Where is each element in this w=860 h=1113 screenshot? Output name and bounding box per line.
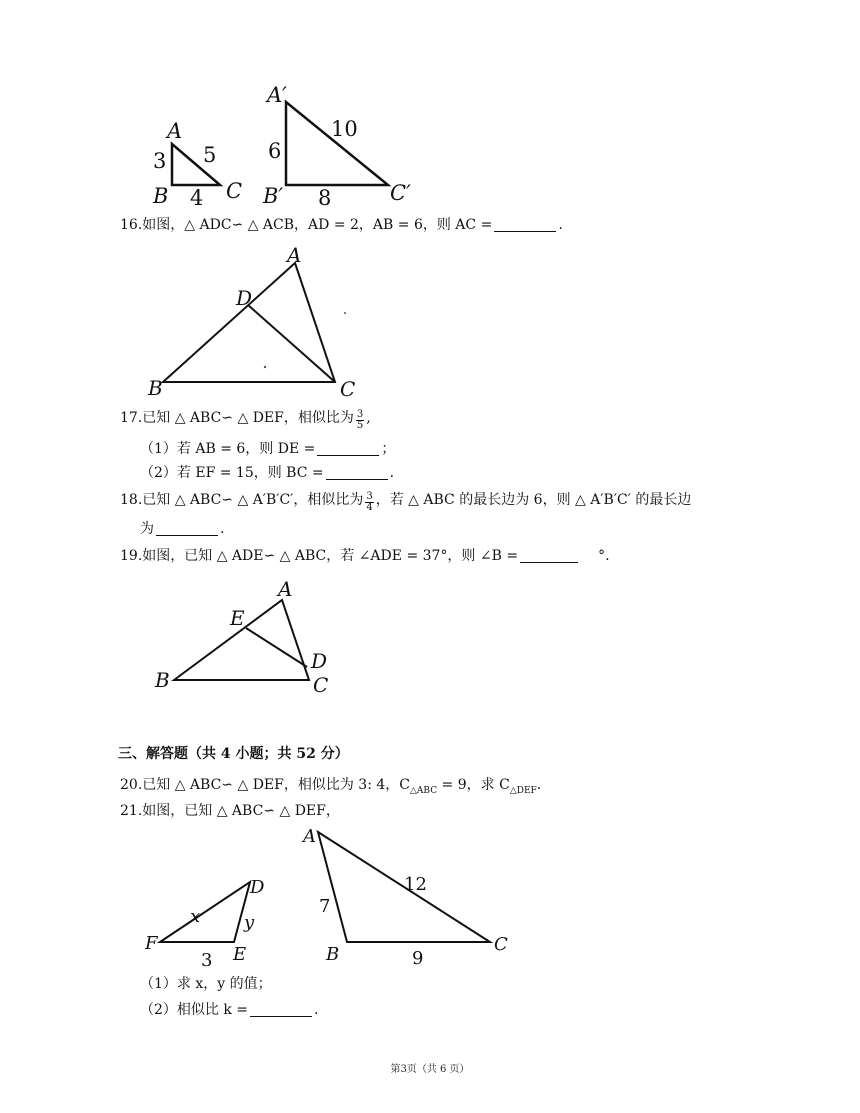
- q21-number: 21.: [120, 803, 143, 819]
- q16-label-a: A: [287, 243, 302, 267]
- q18-frac-numerator: 3: [366, 491, 373, 502]
- q19-end: °.: [598, 548, 610, 564]
- q21-label-y: y: [244, 912, 255, 933]
- q18-line2-text: 为: [140, 521, 154, 537]
- page-footer: 第3页（共 6 页）: [390, 1064, 470, 1075]
- q21-label-c: C: [494, 934, 508, 955]
- label-c: C: [226, 179, 243, 203]
- q21-label-ac: 12: [404, 874, 427, 895]
- label-c-prime: C′: [390, 181, 411, 205]
- q19-label-e: E: [230, 606, 245, 630]
- question-17: [120, 408, 371, 431]
- q17-frac-denominator: 5: [356, 420, 364, 431]
- label-ac: 5: [203, 143, 217, 167]
- q20-subscript-2: △DEF: [509, 785, 537, 796]
- label-bc: 4: [190, 186, 204, 210]
- label-ab-prime: 6: [268, 139, 282, 163]
- question-18: [120, 490, 691, 513]
- similar-triangles-figure: [150, 78, 410, 208]
- q21-p2-text: （2）相似比 k =: [140, 1002, 249, 1018]
- question-16: [120, 215, 563, 235]
- q21-p1-text: （1）求 x，y 的值；: [140, 976, 272, 992]
- q18-after: ，若 △ ABC 的最长边为 6，则 △ A′B′C′ 的最长边: [375, 492, 692, 508]
- q17-p2-end: .: [389, 465, 395, 481]
- label-bc-prime: 8: [318, 186, 332, 210]
- question-20: [120, 775, 541, 801]
- q21-text: 如图，已知 △ ABC∽ △ DEF，: [142, 803, 340, 819]
- q17-p1-answer-blank[interactable]: [317, 441, 379, 456]
- q21-label-f: F: [145, 933, 158, 954]
- question-21-part-2: [140, 1000, 318, 1020]
- q21-label-x: x: [190, 906, 201, 927]
- q16-end: .: [558, 217, 563, 233]
- q17-number: 17.: [120, 410, 143, 426]
- label-a: A: [167, 119, 183, 143]
- q18-text: 已知 △ ABC∽ △ A′B′C′，相似比为: [142, 492, 364, 508]
- question-17-part-2: [140, 463, 394, 483]
- q18-ratio-fraction: [365, 492, 373, 513]
- q16-number: 16.: [120, 217, 143, 233]
- section-3-heading: 三、解答题（共 4 小题；共 52 分）: [118, 746, 349, 762]
- q21-label-d: D: [250, 877, 265, 898]
- q20-end: .: [536, 777, 542, 793]
- q16-label-c: C: [340, 377, 356, 401]
- q20-text-b: = 9，求 C: [437, 777, 510, 793]
- q21-label-a: A: [303, 826, 316, 847]
- q19-label-b: B: [155, 668, 170, 692]
- q17-after: ,: [366, 410, 371, 426]
- q16-triangle-figure: [145, 245, 375, 405]
- q21-label-fe: 3: [201, 950, 213, 971]
- question-19: [120, 546, 610, 566]
- q20-number: 20.: [120, 777, 143, 793]
- q17-ratio-fraction: [356, 410, 364, 431]
- q18-answer-blank[interactable]: [156, 521, 218, 536]
- q19-number: 19.: [120, 548, 143, 564]
- q19-label-c: C: [313, 673, 329, 697]
- q19-answer-blank[interactable]: [520, 548, 578, 563]
- q18-number: 18.: [120, 492, 143, 508]
- q18-frac-denominator: 4: [366, 502, 373, 513]
- label-ab: 3: [153, 149, 167, 173]
- q21-label-ab: 7: [319, 896, 331, 917]
- question-17-part-1: [140, 439, 395, 459]
- q21-p2-end: .: [314, 1002, 319, 1018]
- q16-text: 如图，△ ADC∽ △ ACB，AD = 2，AB = 6，则 AC =: [142, 217, 493, 233]
- q17-p2-text: （2）若 EF = 15，则 BC =: [140, 465, 324, 481]
- q16-answer-blank[interactable]: [494, 217, 556, 232]
- q20-subscript-1: △ABC: [410, 785, 438, 796]
- q19-label-a: A: [278, 577, 293, 601]
- q17-p1-end: ；: [381, 441, 396, 457]
- q17-p1-text: （1）若 AB = 6，则 DE =: [140, 441, 316, 457]
- q21-label-b: B: [326, 944, 340, 965]
- q21-label-e: E: [233, 944, 247, 965]
- question-18-line-2: [140, 519, 224, 539]
- q16-label-d: D: [236, 286, 253, 310]
- q19-triangle-figure: [150, 575, 350, 700]
- label-a-prime: A′: [267, 83, 287, 107]
- question-21: [120, 801, 340, 821]
- q17-text: 已知 △ ABC∽ △ DEF，相似比为: [142, 410, 354, 426]
- q19-label-d: D: [311, 649, 328, 673]
- q20-text-a: 已知 △ ABC∽ △ DEF，相似比为 3: 4，C: [142, 777, 411, 793]
- q18-end: .: [220, 521, 225, 537]
- q19-text: 如图，已知 △ ADE∽ △ ABC，若 ∠ADE = 37°，则 ∠B =: [142, 548, 519, 564]
- q21-triangles-figure: [140, 822, 530, 972]
- q17-frac-numerator: 3: [356, 409, 364, 420]
- question-21-part-1: [140, 974, 272, 994]
- label-b: B: [153, 184, 169, 208]
- q21-p2-answer-blank[interactable]: [250, 1002, 312, 1017]
- q17-p2-answer-blank[interactable]: [326, 465, 388, 480]
- q21-label-bc: 9: [412, 948, 424, 969]
- label-ac-prime: 10: [331, 117, 358, 141]
- q16-label-b: B: [148, 376, 163, 400]
- label-b-prime: B′: [263, 184, 284, 208]
